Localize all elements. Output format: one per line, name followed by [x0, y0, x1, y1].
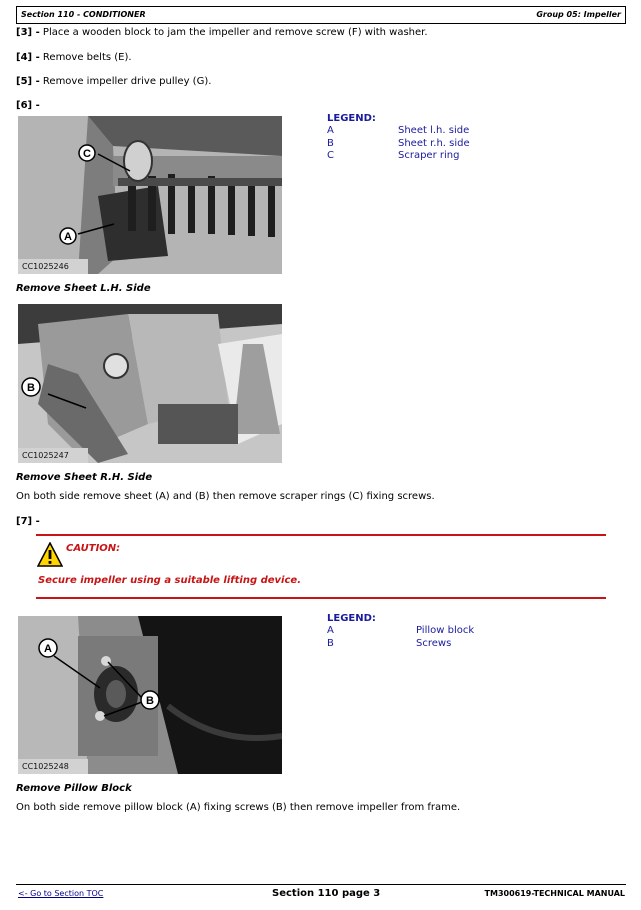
- legend-title: LEGEND:: [327, 113, 376, 124]
- figure-id: CC1025246: [22, 262, 69, 271]
- legend-item: [327, 138, 527, 151]
- step-3: [16, 27, 428, 38]
- figure-caption: Remove Pillow Block: [16, 783, 132, 794]
- step-number: [5] -: [16, 76, 40, 87]
- page-number: Section 110 page 3: [272, 888, 381, 899]
- caution-label: CAUTION:: [66, 543, 121, 554]
- step-7: [16, 516, 40, 527]
- group-title: Group 05: Impeller: [536, 10, 621, 19]
- legend-value: Scraper ring: [398, 150, 460, 161]
- legend-value: Sheet l.h. side: [398, 125, 470, 136]
- figure-pillow-block-illustration: [18, 616, 282, 774]
- paragraph: On both side remove sheet (A) and (B) then remove scraper rings (C) fixing screws.: [16, 491, 435, 502]
- figure-caption: Remove Sheet R.H. Side: [16, 472, 153, 483]
- caution-text: Secure impeller using a suitable lifting device.: [38, 575, 301, 586]
- manual-id: TM300619-TECHNICAL MANUAL: [484, 889, 625, 898]
- step-text: Remove impeller drive pulley (G).: [39, 76, 212, 87]
- legend-item: [327, 638, 527, 651]
- caution-top-rule: [36, 534, 606, 536]
- paragraph: On both side remove pillow block (A) fixing screws (B) then remove impeller from frame.: [16, 802, 461, 813]
- legend-value: Pillow block: [416, 625, 475, 636]
- callout-label: A: [64, 231, 72, 243]
- figure-sheet-lh-illustration: [18, 116, 282, 274]
- section-toc-link[interactable]: <- Go to Section TOC: [18, 889, 104, 898]
- figure-sheet-lh-photo: [18, 116, 282, 274]
- step-5: [16, 76, 211, 87]
- figure-sheet-rh-illustration: [18, 304, 282, 463]
- legend-key: B: [327, 137, 334, 149]
- callout-label: B: [27, 382, 35, 394]
- legend-key: C: [327, 150, 334, 161]
- figure-pillow-block-photo: [18, 616, 282, 774]
- figure-sheet-rh-photo: [18, 304, 282, 463]
- step-text: Place a wooden block to jam the impeller and remove screw (F) with washer.: [39, 27, 428, 38]
- page-header: [16, 6, 626, 24]
- figure-id: CC1025247: [22, 451, 69, 460]
- legend-item: [327, 625, 527, 638]
- step-4: [16, 52, 132, 63]
- step-number: [7] -: [16, 516, 40, 527]
- step-number: [4] -: [16, 52, 40, 63]
- warning-icon: [37, 542, 63, 568]
- step-number: [6] -: [16, 100, 40, 111]
- legend: [327, 113, 527, 163]
- figure-caption: Remove Sheet L.H. Side: [16, 283, 151, 294]
- legend-value: Screws: [416, 637, 452, 649]
- legend-key: A: [327, 125, 334, 136]
- legend-item: [327, 150, 527, 163]
- step-text: Remove belts (E).: [39, 52, 132, 63]
- figure-id: CC1025248: [22, 762, 69, 771]
- caution-bottom-rule: [36, 597, 606, 599]
- legend-key: A: [327, 625, 334, 636]
- section-title: Section 110 - CONDITIONER: [21, 10, 146, 19]
- legend-value: Sheet r.h. side: [398, 137, 470, 149]
- legend-item: [327, 125, 527, 138]
- legend: [327, 613, 527, 650]
- footer-rule: [16, 884, 626, 885]
- callout-label: C: [83, 148, 91, 160]
- legend-title: LEGEND:: [327, 613, 376, 624]
- callout-label: B: [146, 695, 154, 707]
- step-number: [3] -: [16, 27, 40, 38]
- callout-label: A: [44, 643, 52, 655]
- step-6: [16, 100, 40, 111]
- legend-key: B: [327, 637, 334, 649]
